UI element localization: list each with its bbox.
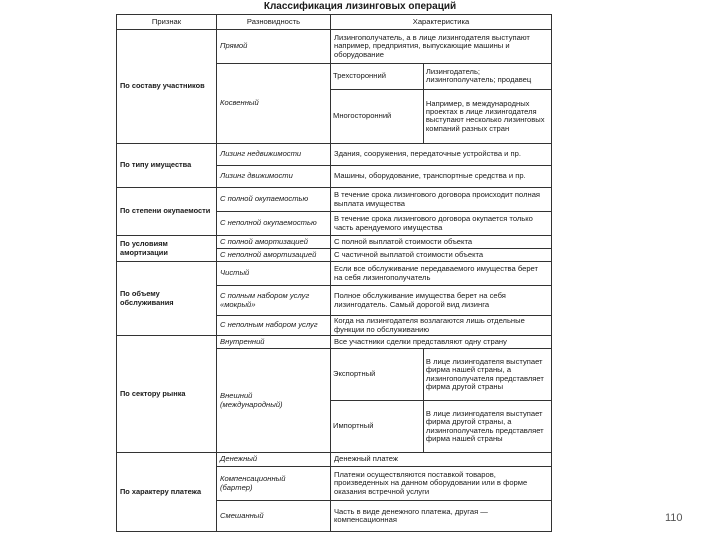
- feature-payment-type: По характеру платежа: [117, 453, 217, 532]
- variety-full-payback: С полной окупаемостью: [217, 188, 331, 212]
- variety-partial-payback: С неполной окупаемостью: [217, 212, 331, 236]
- description-direct: Лизингополучатель, а в лице лизингодателя выступают например, предприятия, выпускающие машины и оборудование: [331, 30, 552, 64]
- page-title: Классификация лизинговых операций: [263, 1, 457, 12]
- feature-participants: По составу участников: [117, 30, 217, 144]
- feature-property-type: По типу имущества: [117, 144, 217, 188]
- description-partial-payback: В течение срока лизингового договора окупается только часть арендуемого имущества: [331, 212, 552, 236]
- variety-direct: Прямой: [217, 30, 331, 64]
- subtype-export: Экспортный: [331, 349, 423, 401]
- header-feature: Признак: [117, 15, 217, 30]
- variety-movable: Лизинг движимости: [217, 166, 331, 188]
- header-variety: Разновидность: [217, 15, 331, 30]
- feature-market-sector: По сектору рынка: [117, 336, 217, 453]
- description-net: Если все обслуживание передаваемого имущества берет на себя лизингополучатель: [331, 262, 552, 286]
- variety-mixed: Смешанный: [217, 501, 331, 532]
- table-row: [117, 453, 552, 467]
- subtype-multi-party: Многосторонний: [331, 89, 423, 143]
- page-number: 110: [665, 512, 683, 524]
- variety-external-label: Внешний: [220, 391, 253, 400]
- feature-payback: По степени окупаемости: [117, 188, 217, 236]
- variety-net: Чистый: [217, 262, 331, 286]
- variety-compensation-label: Компенсационный: [220, 474, 286, 483]
- variety-domestic: Внутренний: [217, 336, 331, 349]
- description-cash: Денежный платеж: [331, 453, 552, 467]
- description-full-amortization: С полной выплатой стоимости объекта: [331, 236, 552, 249]
- subtype-three-party: Трехсторонний: [331, 64, 423, 89]
- description-compensation: Платежи осуществляются поставкой товаров, произведенных на данном оборудовании или в форме оказания встречной услуги: [331, 467, 552, 501]
- description-mixed: Часть в виде денежного платежа, другая — компенсационная: [331, 501, 552, 532]
- table-row: [117, 30, 552, 64]
- description-domestic: Все участники сделки представляют одну страну: [331, 336, 552, 349]
- table-row: [117, 188, 552, 212]
- variety-compensation: [217, 467, 331, 501]
- table-row: [117, 144, 552, 166]
- variety-external-note: (международный): [220, 399, 283, 409]
- leasing-classification-table: [116, 14, 552, 532]
- subtype-export-description: В лице лизингодателя выступает фирма нашей страны, а лизингополучателя представляет фирма другой страны: [425, 356, 544, 391]
- description-full-payback: В течение срока лизингового договора происходит полная выплата имущества: [331, 188, 552, 212]
- variety-full-service: [217, 286, 331, 316]
- variety-partial-amortization: С неполной амортизацией: [217, 249, 331, 262]
- variety-full-service-label: С полным набором услуг: [220, 291, 310, 300]
- description-full-service: Полное обслуживание имущества берет на себя лизингодатель. Самый дорогой вид лизинга: [331, 286, 552, 316]
- description-real-estate: Здания, сооружения, передаточные устройства и пр.: [331, 144, 552, 166]
- feature-service-volume: По объему обслуживания: [117, 262, 217, 336]
- feature-amortization: По условиям амортизации: [117, 236, 217, 262]
- external-subtypes: [331, 349, 552, 453]
- subtype-import-description: В лице лизингодателя выступает фирма другой страны, а лизингополучатель представляет фирма нашей страны: [423, 401, 551, 453]
- variety-partial-service: С неполным набором услуг: [217, 316, 331, 336]
- indirect-subtypes: [331, 64, 552, 144]
- variety-compensation-note: (бартер): [220, 482, 253, 492]
- table-header-row: [117, 15, 552, 30]
- description-movable: Машины, оборудование, транспортные средства и пр.: [331, 166, 552, 188]
- subtype-three-party-description: Лизингодатель; лизингополучатель; продавец: [425, 66, 532, 85]
- variety-real-estate: Лизинг недвижимости: [217, 144, 331, 166]
- subtype-import: Импортный: [331, 401, 423, 453]
- variety-full-amortization: С полной амортизацией: [217, 236, 331, 249]
- subtype-multi-party-description: Например, в международных проектах в лице лизингодателя выступают несколько лизинговых компаний разных стран: [423, 89, 551, 143]
- table-row: [117, 262, 552, 286]
- variety-cash: Денежный: [217, 453, 331, 467]
- table-row: [117, 236, 552, 249]
- header-description: Характеристика: [331, 15, 552, 30]
- variety-full-service-alias: «мокрый»: [220, 299, 256, 309]
- variety-external: [217, 349, 331, 453]
- table-row: [117, 336, 552, 349]
- description-partial-amortization: С частичной выплатой стоимости объекта: [331, 249, 552, 262]
- variety-indirect: Косвенный: [217, 64, 331, 144]
- description-partial-service: Когда на лизингодателя возлагаются лишь отдельные функции по обслуживанию: [331, 316, 552, 336]
